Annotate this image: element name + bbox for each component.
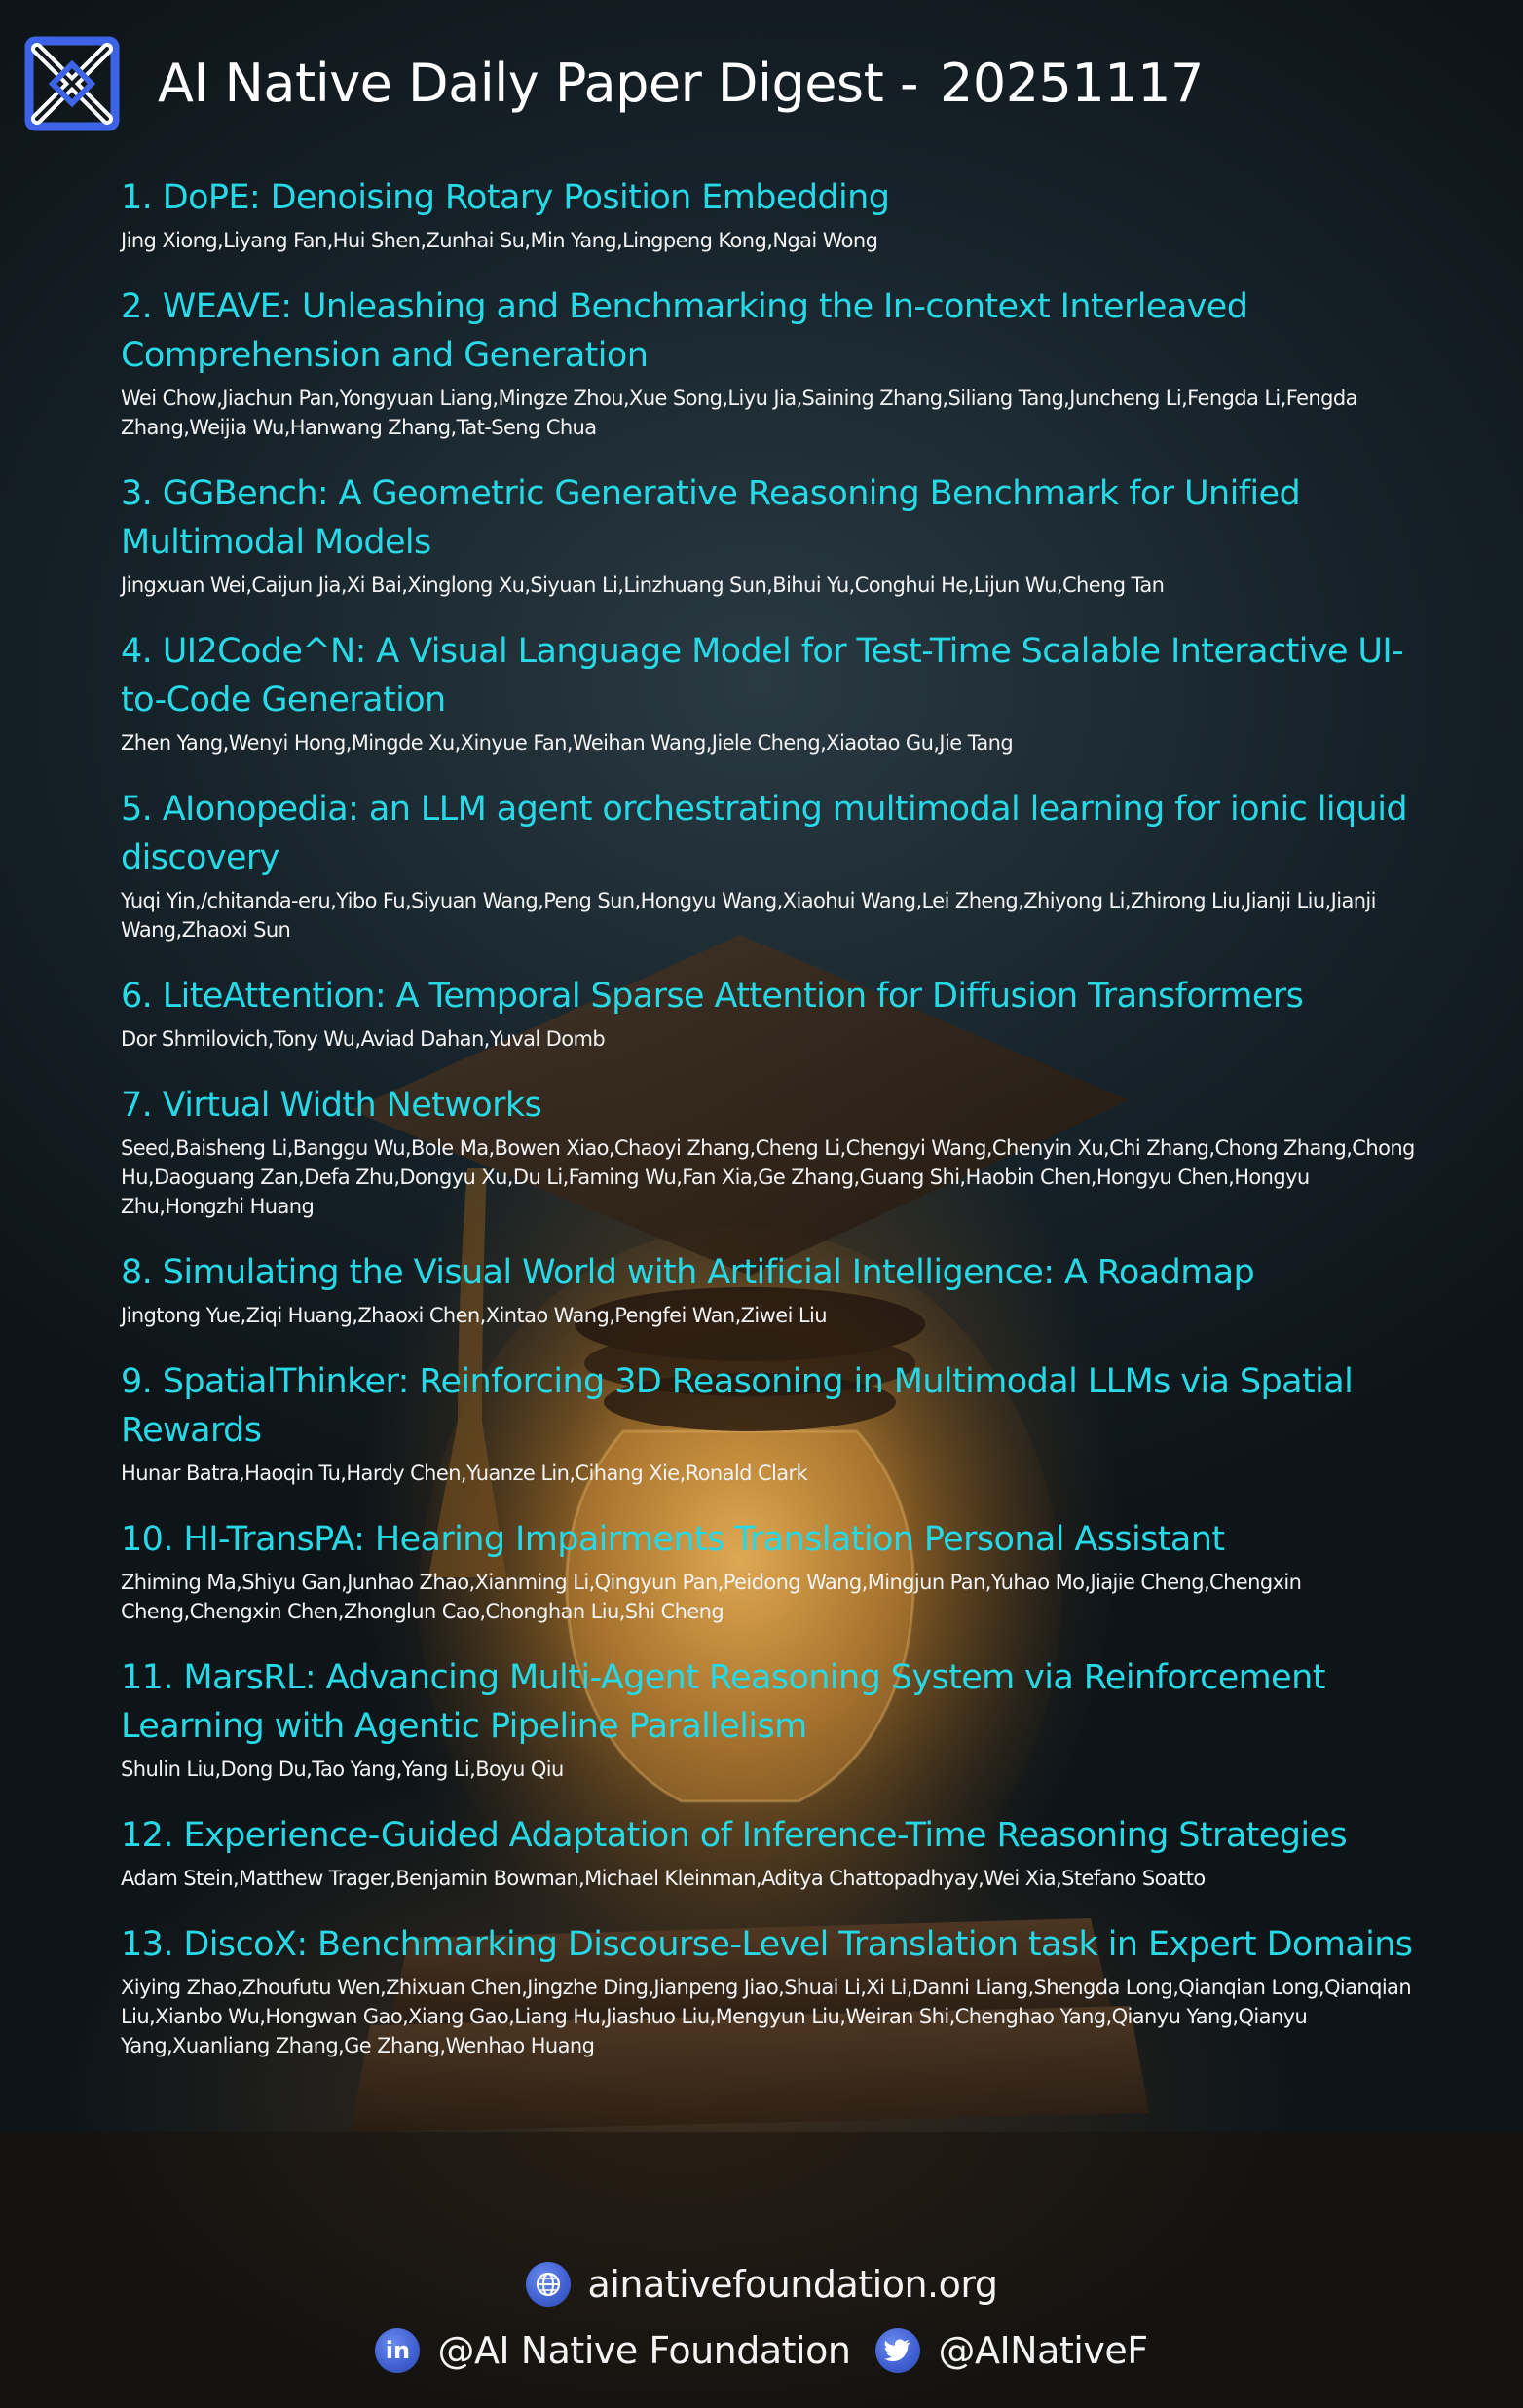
paper-title-link[interactable]: 13. DiscoX: Benchmarking Discourse-Level Translation task in Expert Domains [121,1925,1413,1964]
paper-list [121,173,1426,2088]
paper-title-link[interactable]: 7. Virtual Width Networks [121,1086,542,1125]
paper-item [121,173,1426,255]
paper-authors: Zhen Yang,Wenyi Hong,Mingde Xu,Xinyue Fan,Weihan Wang,Jiele Cheng,Xiaotao Gu,Jie Tang [121,731,1014,755]
paper-title-link[interactable]: 2. WEAVE: Unleashing and Benchmarking the In-context Interleaved Comprehension and Generation [121,287,1248,375]
paper-item [121,282,1426,442]
paper-item [121,972,1426,1054]
page-title [158,53,1204,114]
paper-authors: Seed,Baisheng Li,Banggu Wu,Bole Ma,Bowen Xiao,Chaoyi Zhang,Cheng Li,Chengyi Wang,Chenyin Xu,Chi Zhang,Chong Zhang,Chong Hu,Daoguang Zan,Defa Zhu,Dongyu Xu,Du Li,Faming Wu,Fan Xia,Ge Zhang,Guang Shi,Haobin Chen,Hongyu Chen,Hongyu Zhu,Hongzhi Huang [121,1136,1415,1218]
paper-authors: Shulin Liu,Dong Du,Tao Yang,Yang Li,Boyu Qiu [121,1758,564,1781]
twitter-icon [875,2328,920,2373]
ai-native-x-logo-icon [23,35,121,132]
paper-item [121,1357,1426,1488]
paper-title-link[interactable]: 12. Experience-Guided Adaptation of Inference-Time Reasoning Strategies [121,1816,1348,1855]
paper-authors: Jingtong Yue,Ziqi Huang,Zhaoxi Chen,Xintao Wang,Pengfei Wan,Ziwei Liu [121,1304,827,1327]
footer-website-row [0,2257,1523,2312]
twitter-link[interactable]: @AINativeF [938,2329,1148,2372]
paper-title-link[interactable]: 6. LiteAttention: A Temporal Sparse Attention for Diffusion Transformers [121,977,1304,1016]
paper-title-link[interactable]: 8. Simulating the Visual World with Artificial Intelligence: A Roadmap [121,1253,1255,1292]
footer-social-row [0,2323,1523,2378]
paper-title-link[interactable]: 3. GGBench: A Geometric Generative Reasoning Benchmark for Unified Multimodal Models [121,474,1301,562]
paper-item [121,469,1426,600]
paper-item [121,1920,1426,2060]
paper-item [121,1248,1426,1330]
paper-item [121,627,1426,758]
paper-item [121,785,1426,945]
paper-authors: Xiying Zhao,Zhoufutu Wen,Zhixuan Chen,Jingzhe Ding,Jianpeng Jiao,Shuai Li,Xi Li,Danni Liang,Shengda Long,Qianqian Long,Qianqian Liu,Xianbo Wu,Hongwan Gao,Xiang Gao,Liang Hu,Jiashuo Liu,Mengyun Liu,Weiran Shi,Chenghao Yang,Qianyu Yang,Qianyu Yang,Xuanliang Zhang,Ge Zhang,Wenhao Huang [121,1976,1412,2057]
paper-authors: Dor Shmilovich,Tony Wu,Aviad Dahan,Yuval Domb [121,1027,606,1051]
paper-title-link[interactable]: 4. UI2Code^N: A Visual Language Model for Test-Time Scalable Interactive UI-to-Code Generation [121,632,1404,720]
page-title-text: AI Native Daily Paper Digest - [158,53,918,114]
globe-icon [526,2262,571,2307]
paper-authors: Hunar Batra,Haoqin Tu,Hardy Chen,Yuanze Lin,Cihang Xie,Ronald Clark [121,1462,808,1485]
paper-authors: Adam Stein,Matthew Trager,Benjamin Bowman,Michael Kleinman,Aditya Chattopadhyay,Wei Xia,Stefano Soatto [121,1867,1206,1890]
paper-authors: Wei Chow,Jiachun Pan,Yongyuan Liang,Mingze Zhou,Xue Song,Liyu Jia,Saining Zhang,Siliang Tang,Juncheng Li,Fengda Li,Fengda Zhang,Weijia Wu,Hanwang Zhang,Tat-Seng Chua [121,387,1357,439]
paper-authors: Yuqi Yin,/chitanda-eru,Yibo Fu,Siyuan Wang,Peng Sun,Hongyu Wang,Xiaohui Wang,Lei Zheng,Zhiyong Li,Zhirong Liu,Jianji Liu,Jianji Wang,Zhaoxi Sun [121,889,1376,942]
header [23,35,1484,132]
paper-title-link[interactable]: 5. AIonopedia: an LLM agent orchestrating multimodal learning for ionic liquid discovery [121,790,1407,877]
linkedin-link[interactable]: @AI Native Foundation [437,2329,851,2372]
digest-date: 20251117 [939,53,1204,114]
paper-item [121,1081,1426,1221]
paper-item [121,1653,1426,1784]
paper-item [121,1811,1426,1893]
paper-authors: Jing Xiong,Liyang Fan,Hui Shen,Zunhai Su,Min Yang,Lingpeng Kong,Ngai Wong [121,229,878,252]
website-link[interactable]: ainativefoundation.org [587,2263,998,2306]
footer [0,2257,1523,2378]
paper-title-link[interactable]: 9. SpatialThinker: Reinforcing 3D Reasoning in Multimodal LLMs via Spatial Rewards [121,1362,1354,1450]
paper-authors: Jingxuan Wei,Caijun Jia,Xi Bai,Xinglong Xu,Siyuan Li,Linzhuang Sun,Bihui Yu,Conghui He,Lijun Wu,Cheng Tan [121,574,1165,597]
paper-title-link[interactable]: 11. MarsRL: Advancing Multi-Agent Reasoning System via Reinforcement Learning with Agentic Pipeline Parallelism [121,1658,1325,1746]
paper-item [121,1515,1426,1626]
paper-title-link[interactable]: 1. DoPE: Denoising Rotary Position Embedding [121,178,890,217]
linkedin-icon: in [375,2328,420,2373]
paper-authors: Zhiming Ma,Shiyu Gan,Junhao Zhao,Xianming Li,Qingyun Pan,Peidong Wang,Mingjun Pan,Yuhao Mo,Jiajie Cheng,Chengxin Cheng,Chengxin Chen,Zhonglun Cao,Chonghan Liu,Shi Cheng [121,1571,1302,1623]
paper-title-link[interactable]: 10. HI-TransPA: Hearing Impairments Translation Personal Assistant [121,1520,1225,1559]
